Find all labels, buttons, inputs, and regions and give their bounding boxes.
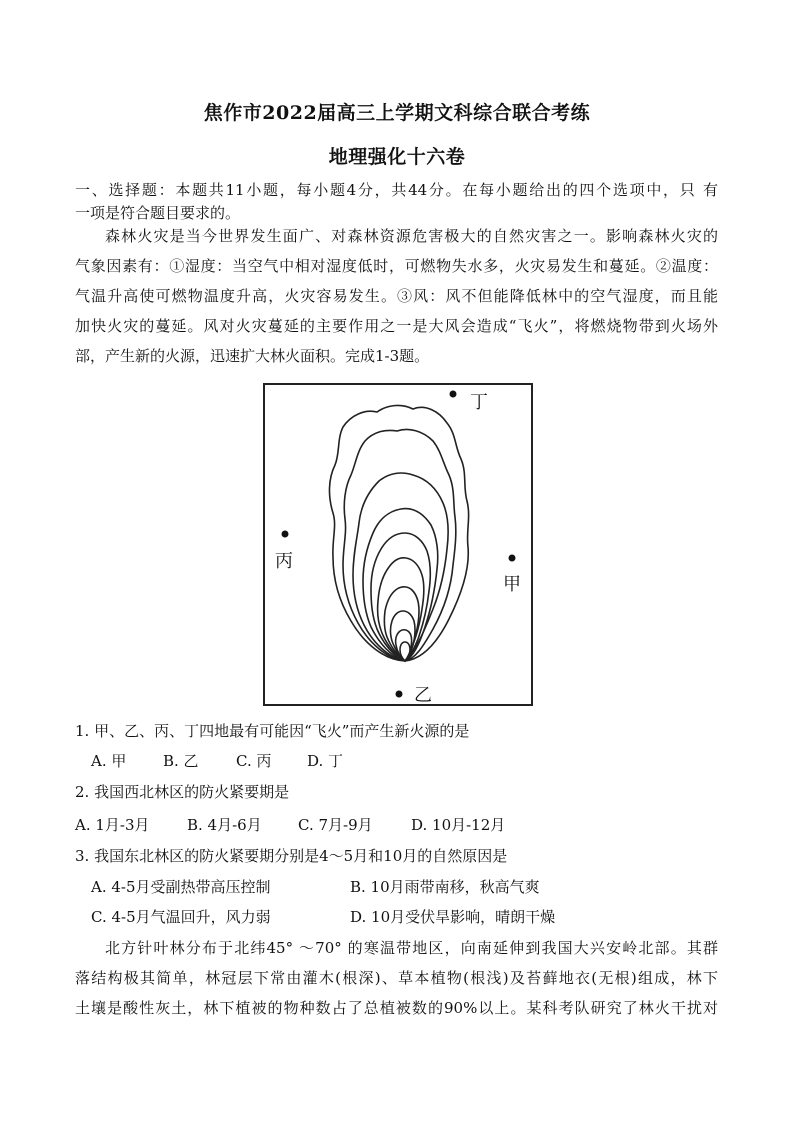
question-2-option-d: D. 10月-12月	[411, 816, 506, 834]
point-ding-marker	[450, 391, 457, 398]
label-yi: 乙	[414, 685, 432, 706]
label-ding: 丁	[470, 392, 488, 413]
question-1-option-a: A. 甲	[91, 752, 127, 770]
passage1-line-2: 气象因素有：①湿度：当空气中相对湿度低时，可燃物失水多，火灾易发生和蔓延。②温度：	[75, 257, 718, 275]
passage1-line-3: 气温升高使可燃物温度升高，火灾容易发生。③风：风不但能降低林中的空气湿度，而且能	[75, 287, 718, 305]
question-3-option-c: C. 4-5月气温回升，风力弱	[91, 908, 271, 926]
question-1-option-c: C. 丙	[236, 752, 272, 770]
question-2-option-b: B. 4月-6月	[187, 816, 262, 834]
label-bing: 丙	[275, 551, 293, 572]
question-3-option-b: B. 10月雨带南移，秋高气爽	[350, 878, 540, 896]
page-title: 焦作市2022届高三上学期文科综合联合考练	[203, 102, 591, 124]
question-1-stem: 1. 甲、乙、丙、丁四地最有可能因“飞火”而产生新火源的是	[75, 722, 470, 740]
question-1-option-d: D. 丁	[307, 752, 344, 770]
question-3-stem: 3. 我国东北林区的防火紧要期分别是4～5月和10月的自然原因是	[75, 847, 508, 865]
passage2-line-1: 北方针叶林分布于北纬45° ～70° 的寒温带地区，向南延伸到我国大兴安岭北部。其群	[105, 939, 718, 957]
label-jia: 甲	[503, 574, 521, 595]
point-bing-marker	[282, 531, 289, 538]
question-3-option-a: A. 4-5月受副热带高压控制	[91, 878, 271, 896]
question-1-option-b: B. 乙	[163, 752, 199, 770]
question-2-stem: 2. 我国西北林区的防火紧要期是	[75, 783, 290, 801]
question-2-option-c: C. 7月-9月	[298, 816, 373, 834]
passage1-line-1: 森林火灾是当今世界发生面广、对森林资源危害极大的自然灾害之一。影响森林火灾的	[105, 227, 718, 245]
point-jia-marker	[509, 555, 516, 562]
passage1-line-4: 加快火灾的蔓延。风对火灾蔓延的主要作用之一是大风会造成“飞火”，将燃烧物带到火场外	[75, 317, 718, 335]
question-2-option-a: A. 1月-3月	[75, 816, 150, 834]
page-subtitle: 地理强化十六卷	[328, 146, 466, 168]
section-instruction-line-1: 一、选择题：本题共11小题，每小题4分，共44分。在每小题给出的四个选项中，只 有	[75, 181, 718, 199]
fire-contour-diagram	[263, 383, 533, 706]
fire-spread-figure	[263, 383, 533, 706]
question-3-option-d: D. 10月受伏旱影响，晴朗干燥	[350, 908, 556, 926]
point-yi-marker	[396, 691, 403, 698]
passage2-line-3: 土壤是酸性灰土，林下植被的物种数占了总植被数的90%以上。某科考队研究了林火干扰对	[75, 999, 718, 1017]
section-instruction-line-2: 一项是符合题目要求的。	[75, 204, 241, 222]
passage1-line-5: 部，产生新的火源，迅速扩大林火面积。完成1-3题。	[75, 347, 430, 365]
passage2-line-2: 落结构极其简单，林冠层下常由灌木(根深)、草本植物(根浅)及苔藓地衣(无根)组成，林下	[75, 969, 718, 987]
